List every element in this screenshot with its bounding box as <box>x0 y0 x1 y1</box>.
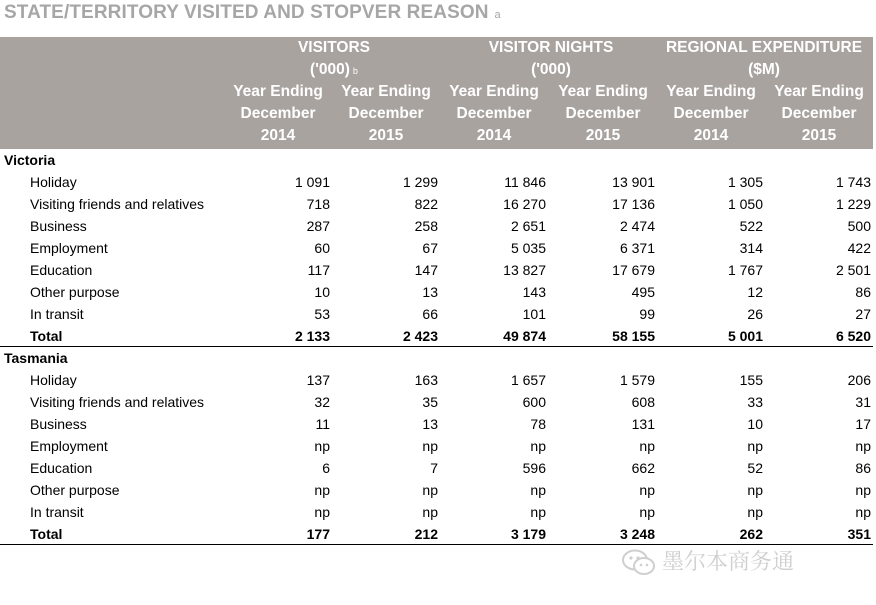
row-label: Other purpose <box>30 284 120 300</box>
table-cell: 206 <box>847 372 871 388</box>
table-row <box>0 171 873 193</box>
period-header-line1: Year Ending <box>449 83 539 100</box>
table-cell: 1 299 <box>402 174 438 190</box>
state-name: Tasmania <box>4 350 68 366</box>
table-cell: 60 <box>314 240 330 256</box>
table-cell: 495 <box>631 284 655 300</box>
table-cell: 287 <box>306 218 330 234</box>
table-cell: 1 229 <box>835 196 871 212</box>
column-group-title: REGIONAL EXPENDITURE <box>665 39 863 56</box>
table-cell: 608 <box>631 394 655 410</box>
period-header-line1: Year Ending <box>666 83 756 100</box>
period-header-line2: December <box>240 105 316 122</box>
table-cell: 1 091 <box>294 174 330 190</box>
table-cell: 2 133 <box>294 328 330 344</box>
table-cell: 662 <box>631 460 655 476</box>
table-row <box>0 259 873 281</box>
table-cell: 177 <box>306 526 330 542</box>
table-cell: np <box>422 438 438 454</box>
table-cell: 10 <box>747 416 763 432</box>
table-cell: np <box>314 438 330 454</box>
table-cell: 422 <box>847 240 871 256</box>
table-cell: np <box>747 482 763 498</box>
table-row <box>0 369 873 391</box>
row-label: Other purpose <box>30 482 120 498</box>
total-row <box>0 325 873 347</box>
table-cell: np <box>639 482 655 498</box>
table-cell: 86 <box>855 284 871 300</box>
table-cell: 522 <box>739 218 763 234</box>
table-row <box>0 435 873 457</box>
table-cell: 78 <box>530 416 546 432</box>
table-cell: 600 <box>522 394 546 410</box>
total-row <box>0 523 873 545</box>
state-heading-row <box>0 347 873 369</box>
column-group-title: VISITORS <box>297 39 371 56</box>
table-cell: 6 <box>322 460 330 476</box>
period-header-line2: December <box>565 105 641 122</box>
table-cell: 1 305 <box>727 174 763 190</box>
table-cell: 11 <box>315 416 330 432</box>
table-cell: np <box>530 482 546 498</box>
table-row <box>0 479 873 501</box>
table-cell: np <box>855 438 871 454</box>
table-cell: 2 474 <box>619 218 655 234</box>
table-cell: 35 <box>422 394 438 410</box>
table-cell: 258 <box>414 218 438 234</box>
table-cell: 163 <box>414 372 438 388</box>
table-cell: 33 <box>747 394 763 410</box>
table-cell: 1 743 <box>835 174 871 190</box>
table-cell: 117 <box>307 262 330 278</box>
table-cell: 53 <box>314 306 330 322</box>
table-cell: 147 <box>414 262 438 278</box>
table-cell: 32 <box>314 394 330 410</box>
table-cell: 17 136 <box>612 196 655 212</box>
table-cell: np <box>639 504 655 520</box>
table-cell: 13 <box>422 416 438 432</box>
table-cell: np <box>747 504 763 520</box>
table-row <box>0 237 873 259</box>
period-header-line1: Year Ending <box>774 83 864 100</box>
table-cell: np <box>422 504 438 520</box>
column-group-unit: ('000) <box>531 61 571 78</box>
table-cell: 13 901 <box>612 174 655 190</box>
table-header <box>0 37 873 149</box>
period-header-line1: Year Ending <box>558 83 648 100</box>
row-label: Holiday <box>30 372 77 388</box>
row-label: Employment <box>30 438 108 454</box>
table-cell: 131 <box>631 416 655 432</box>
table-row <box>0 501 873 523</box>
table-cell: 31 <box>855 394 871 410</box>
watermark-text: 墨尔本商务通 <box>662 550 795 575</box>
table-cell: 6 371 <box>619 240 655 256</box>
row-label: Business <box>30 218 87 234</box>
table-cell: np <box>855 504 871 520</box>
table-cell: 13 827 <box>503 262 546 278</box>
table-cell: 212 <box>414 526 438 542</box>
row-label: Visiting friends and relatives <box>30 196 205 212</box>
row-label: Employment <box>30 240 108 256</box>
period-header-line2: December <box>456 105 532 122</box>
period-header-line2: December <box>348 105 424 122</box>
table-cell: 12 <box>747 284 763 300</box>
table-cell: np <box>639 438 655 454</box>
table-cell: np <box>314 482 330 498</box>
table-cell: np <box>530 438 546 454</box>
table-cell: 262 <box>739 526 763 542</box>
row-label: Business <box>30 416 87 432</box>
table-cell: 17 <box>855 416 871 432</box>
table-cell: 67 <box>422 240 438 256</box>
table-cell: 822 <box>414 196 438 212</box>
table-cell: 7 <box>430 460 438 476</box>
table-cell: 155 <box>739 372 763 388</box>
row-label: Education <box>30 460 93 476</box>
table-cell: 1 050 <box>727 196 763 212</box>
table-cell: 2 501 <box>835 262 871 278</box>
table-cell: 351 <box>847 526 871 542</box>
table-cell: 99 <box>639 306 655 322</box>
table-row <box>0 391 873 413</box>
table-cell: 16 270 <box>503 196 546 212</box>
table-cell: 26 <box>747 306 763 322</box>
column-group-title: VISITOR NIGHTS <box>488 39 614 56</box>
table-cell: 314 <box>739 240 763 256</box>
table-row <box>0 457 873 479</box>
table-cell: np <box>855 482 871 498</box>
table-cell: 137 <box>306 372 330 388</box>
table-cell: 11 846 <box>504 174 546 190</box>
table-cell: 143 <box>522 284 546 300</box>
period-header-year: 2014 <box>260 127 296 144</box>
row-label: In transit <box>30 504 84 520</box>
row-label: In transit <box>30 306 84 322</box>
title-text: STATE/TERRITORY VISITED AND STOPVER REASON <box>4 2 489 23</box>
row-label: Education <box>30 262 93 278</box>
table-cell: 52 <box>747 460 763 476</box>
table-cell: 1 579 <box>619 372 655 388</box>
table-cell: 13 <box>422 284 438 300</box>
table-cell: 58 155 <box>612 328 655 344</box>
row-label: Total <box>30 328 63 344</box>
title-footnote-marker: a <box>494 9 501 21</box>
period-header-line1: Year Ending <box>233 83 323 100</box>
row-label: Holiday <box>30 174 77 190</box>
period-header-year: 2015 <box>585 127 621 144</box>
row-label: Visiting friends and relatives <box>30 394 205 410</box>
table-row <box>0 281 873 303</box>
table-title <box>4 2 501 24</box>
table-cell: 2 651 <box>510 218 546 234</box>
table-cell: 596 <box>522 460 546 476</box>
footnote-marker: b <box>352 66 358 76</box>
state-heading-row <box>0 149 873 171</box>
table-row <box>0 303 873 325</box>
state-name: Victoria <box>4 152 56 168</box>
table-cell: 500 <box>847 218 871 234</box>
period-header-year: 2014 <box>476 127 512 144</box>
period-header-line2: December <box>781 105 857 122</box>
table-cell: 718 <box>306 196 330 212</box>
period-header-year: 2015 <box>801 127 837 144</box>
table-cell: 10 <box>314 284 330 300</box>
column-group-unit-text: ('000) <box>310 61 350 78</box>
table-cell: np <box>314 504 330 520</box>
period-header-year: 2014 <box>693 127 729 144</box>
table-cell: 1 767 <box>727 262 763 278</box>
table-cell: np <box>530 504 546 520</box>
row-label: Total <box>30 526 63 542</box>
table-cell: 17 679 <box>612 262 655 278</box>
table-row <box>0 215 873 237</box>
table-cell: 5 001 <box>727 328 763 344</box>
table-cell: 66 <box>422 306 438 322</box>
table-cell: np <box>747 438 763 454</box>
table-cell: np <box>422 482 438 498</box>
period-header-line1: Year Ending <box>341 83 431 100</box>
wechat-icon <box>622 549 656 577</box>
period-header-year: 2015 <box>368 127 404 144</box>
table-cell: 86 <box>855 460 871 476</box>
table-cell: 6 520 <box>835 328 871 344</box>
column-group-unit: ($M) <box>748 61 780 78</box>
column-group-unit <box>219 59 449 82</box>
table-cell: 5 035 <box>510 240 546 256</box>
table-cell: 27 <box>855 306 871 322</box>
table-cell: 2 423 <box>402 328 438 344</box>
table-row <box>0 193 873 215</box>
table-cell: 1 657 <box>510 372 546 388</box>
period-header-line2: December <box>673 105 749 122</box>
table-cell: 3 179 <box>510 526 546 542</box>
watermark <box>622 545 794 577</box>
table-cell: 3 248 <box>619 526 655 542</box>
table-row <box>0 413 873 435</box>
table-cell: 49 874 <box>503 328 546 344</box>
table-cell: 101 <box>522 306 546 322</box>
